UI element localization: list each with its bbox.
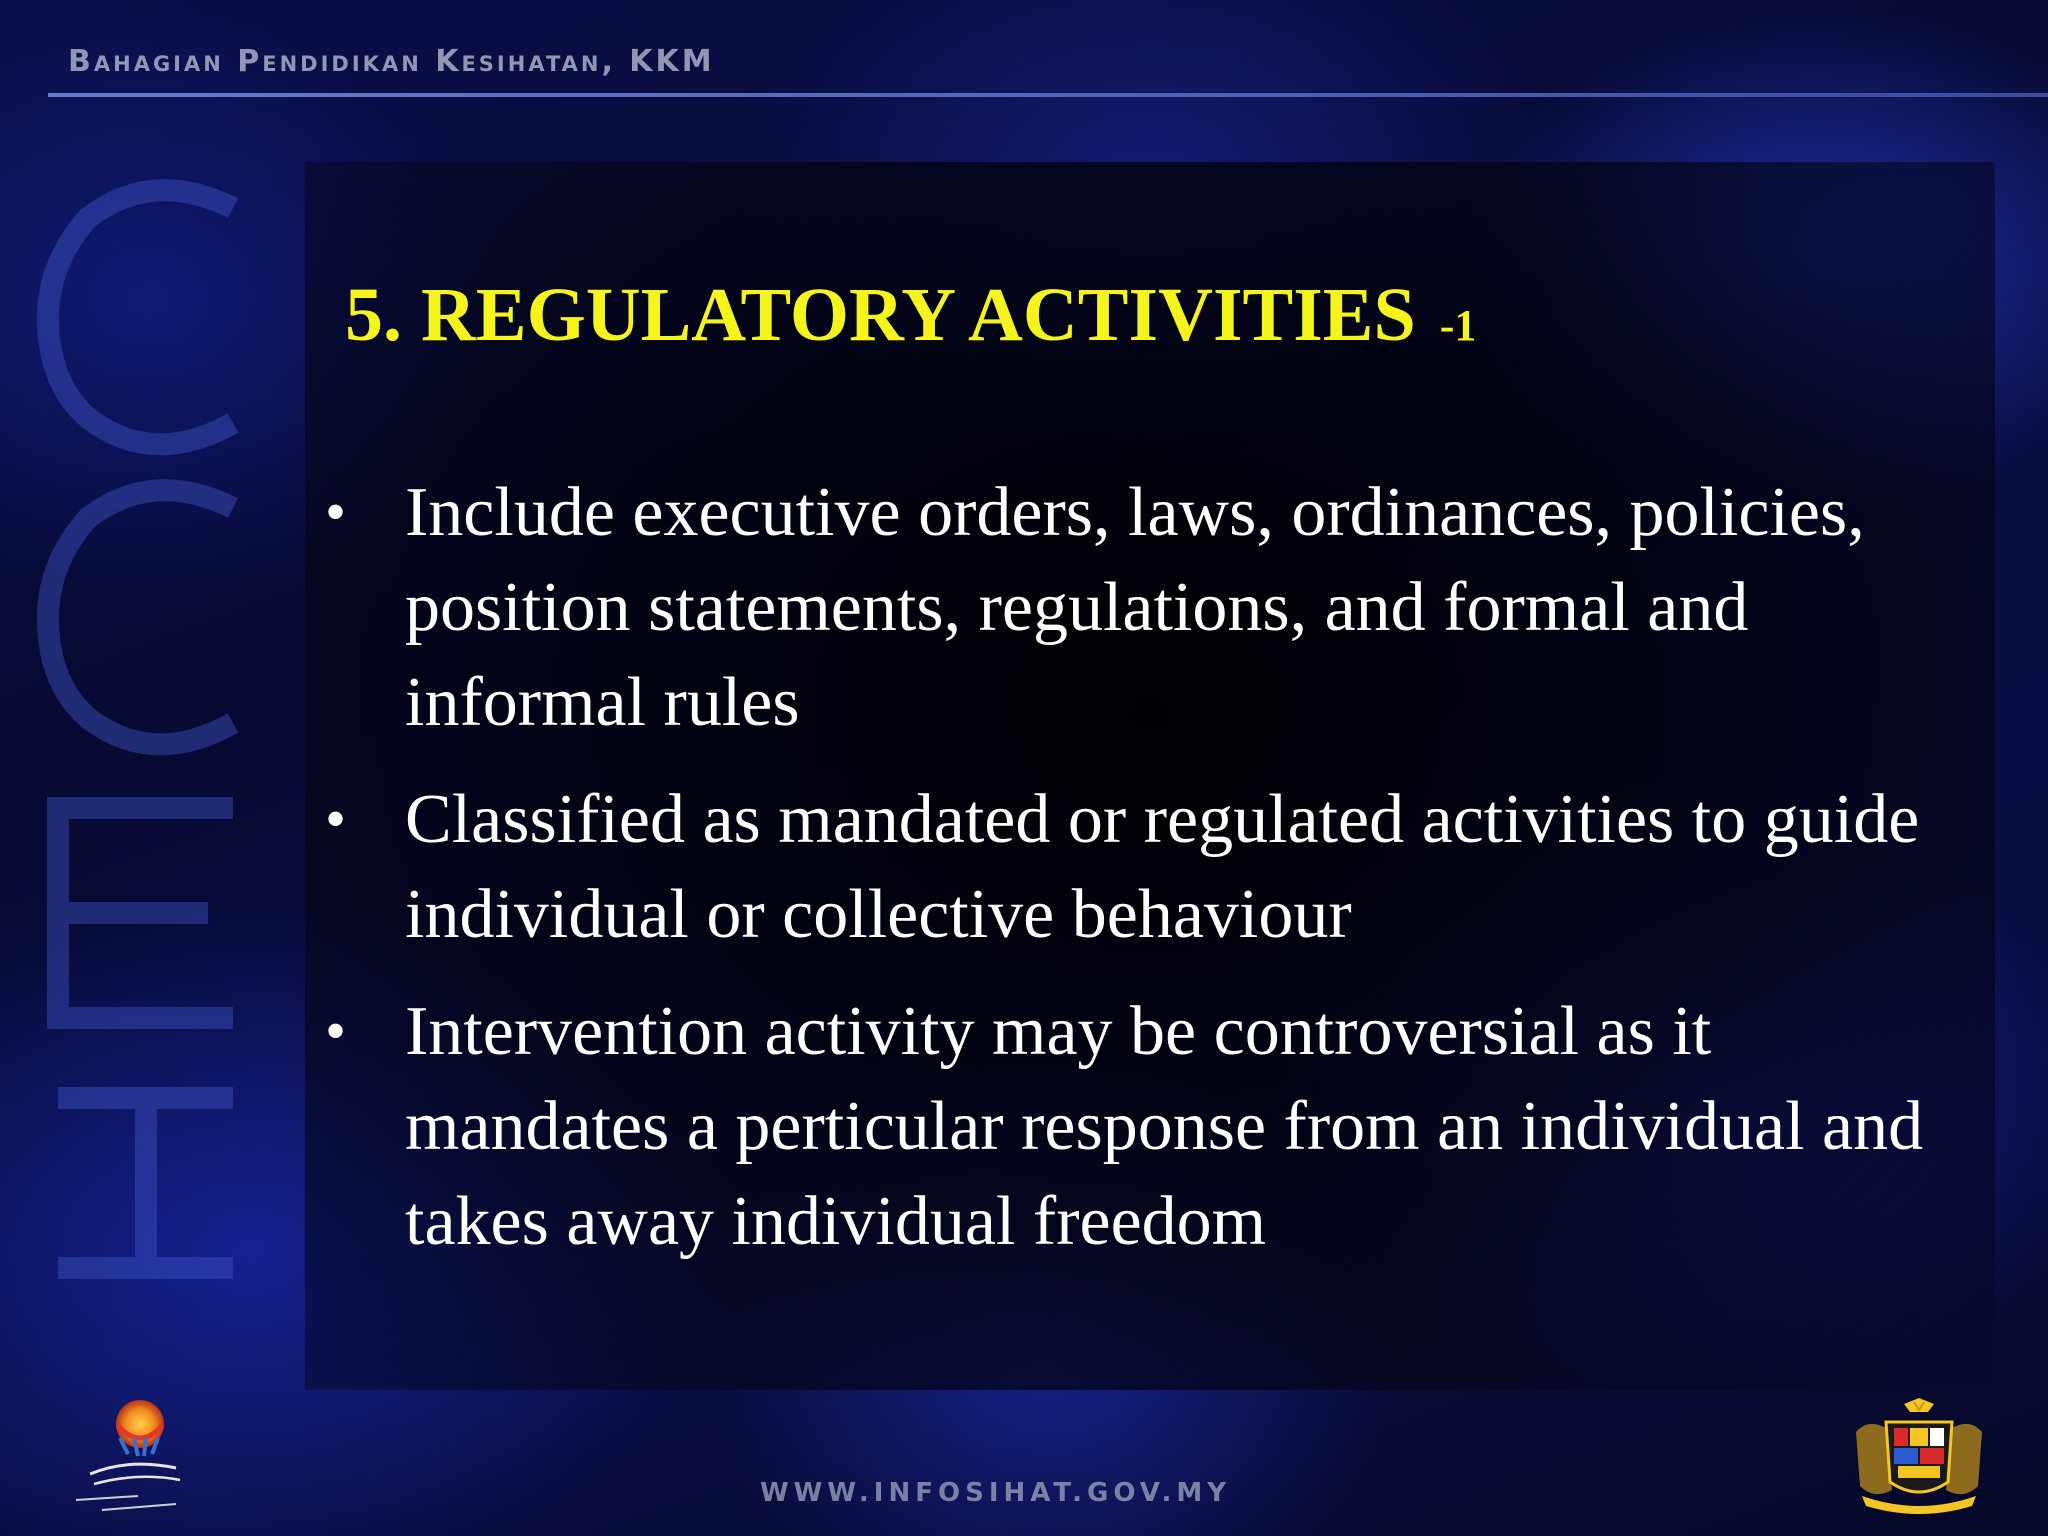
- bullet-text: Include executive orders, laws, ordinances, policies, position statements, regulations, and formal and informal rules: [405, 474, 1865, 741]
- bullet-dot: •: [325, 479, 347, 545]
- slide-title: [345, 272, 1476, 359]
- bullet-dot: •: [325, 998, 347, 1064]
- header-organization: Bahagian Pendidikan Kesihatan, KKM: [68, 44, 715, 79]
- bullet-list: [325, 465, 1965, 1291]
- bullet-item: [325, 984, 1965, 1269]
- bullet-item: [325, 465, 1965, 750]
- bullet-item: [325, 772, 1965, 962]
- bullet-dot: •: [325, 786, 347, 852]
- malaysia-coat-of-arms-icon: [1848, 1398, 1990, 1516]
- slide-title-text: 5. REGULATORY ACTIVITIES: [345, 273, 1416, 357]
- bullet-text: Intervention activity may be controversial as it mandates a perticular response from an individual and takes away individual freedom: [405, 993, 1924, 1260]
- hecc-watermark-icon: [28, 168, 278, 1298]
- malaysia-cemerlang-logo-icon: [68, 1392, 218, 1514]
- footer-url: WWW.INFOSIHAT.GOV.MY: [760, 1478, 1232, 1508]
- slide-title-suffix: -1: [1439, 301, 1477, 350]
- bullet-text: Classified as mandated or regulated activities to guide individual or collective behaviour: [405, 781, 1920, 953]
- header-divider: [48, 93, 2048, 97]
